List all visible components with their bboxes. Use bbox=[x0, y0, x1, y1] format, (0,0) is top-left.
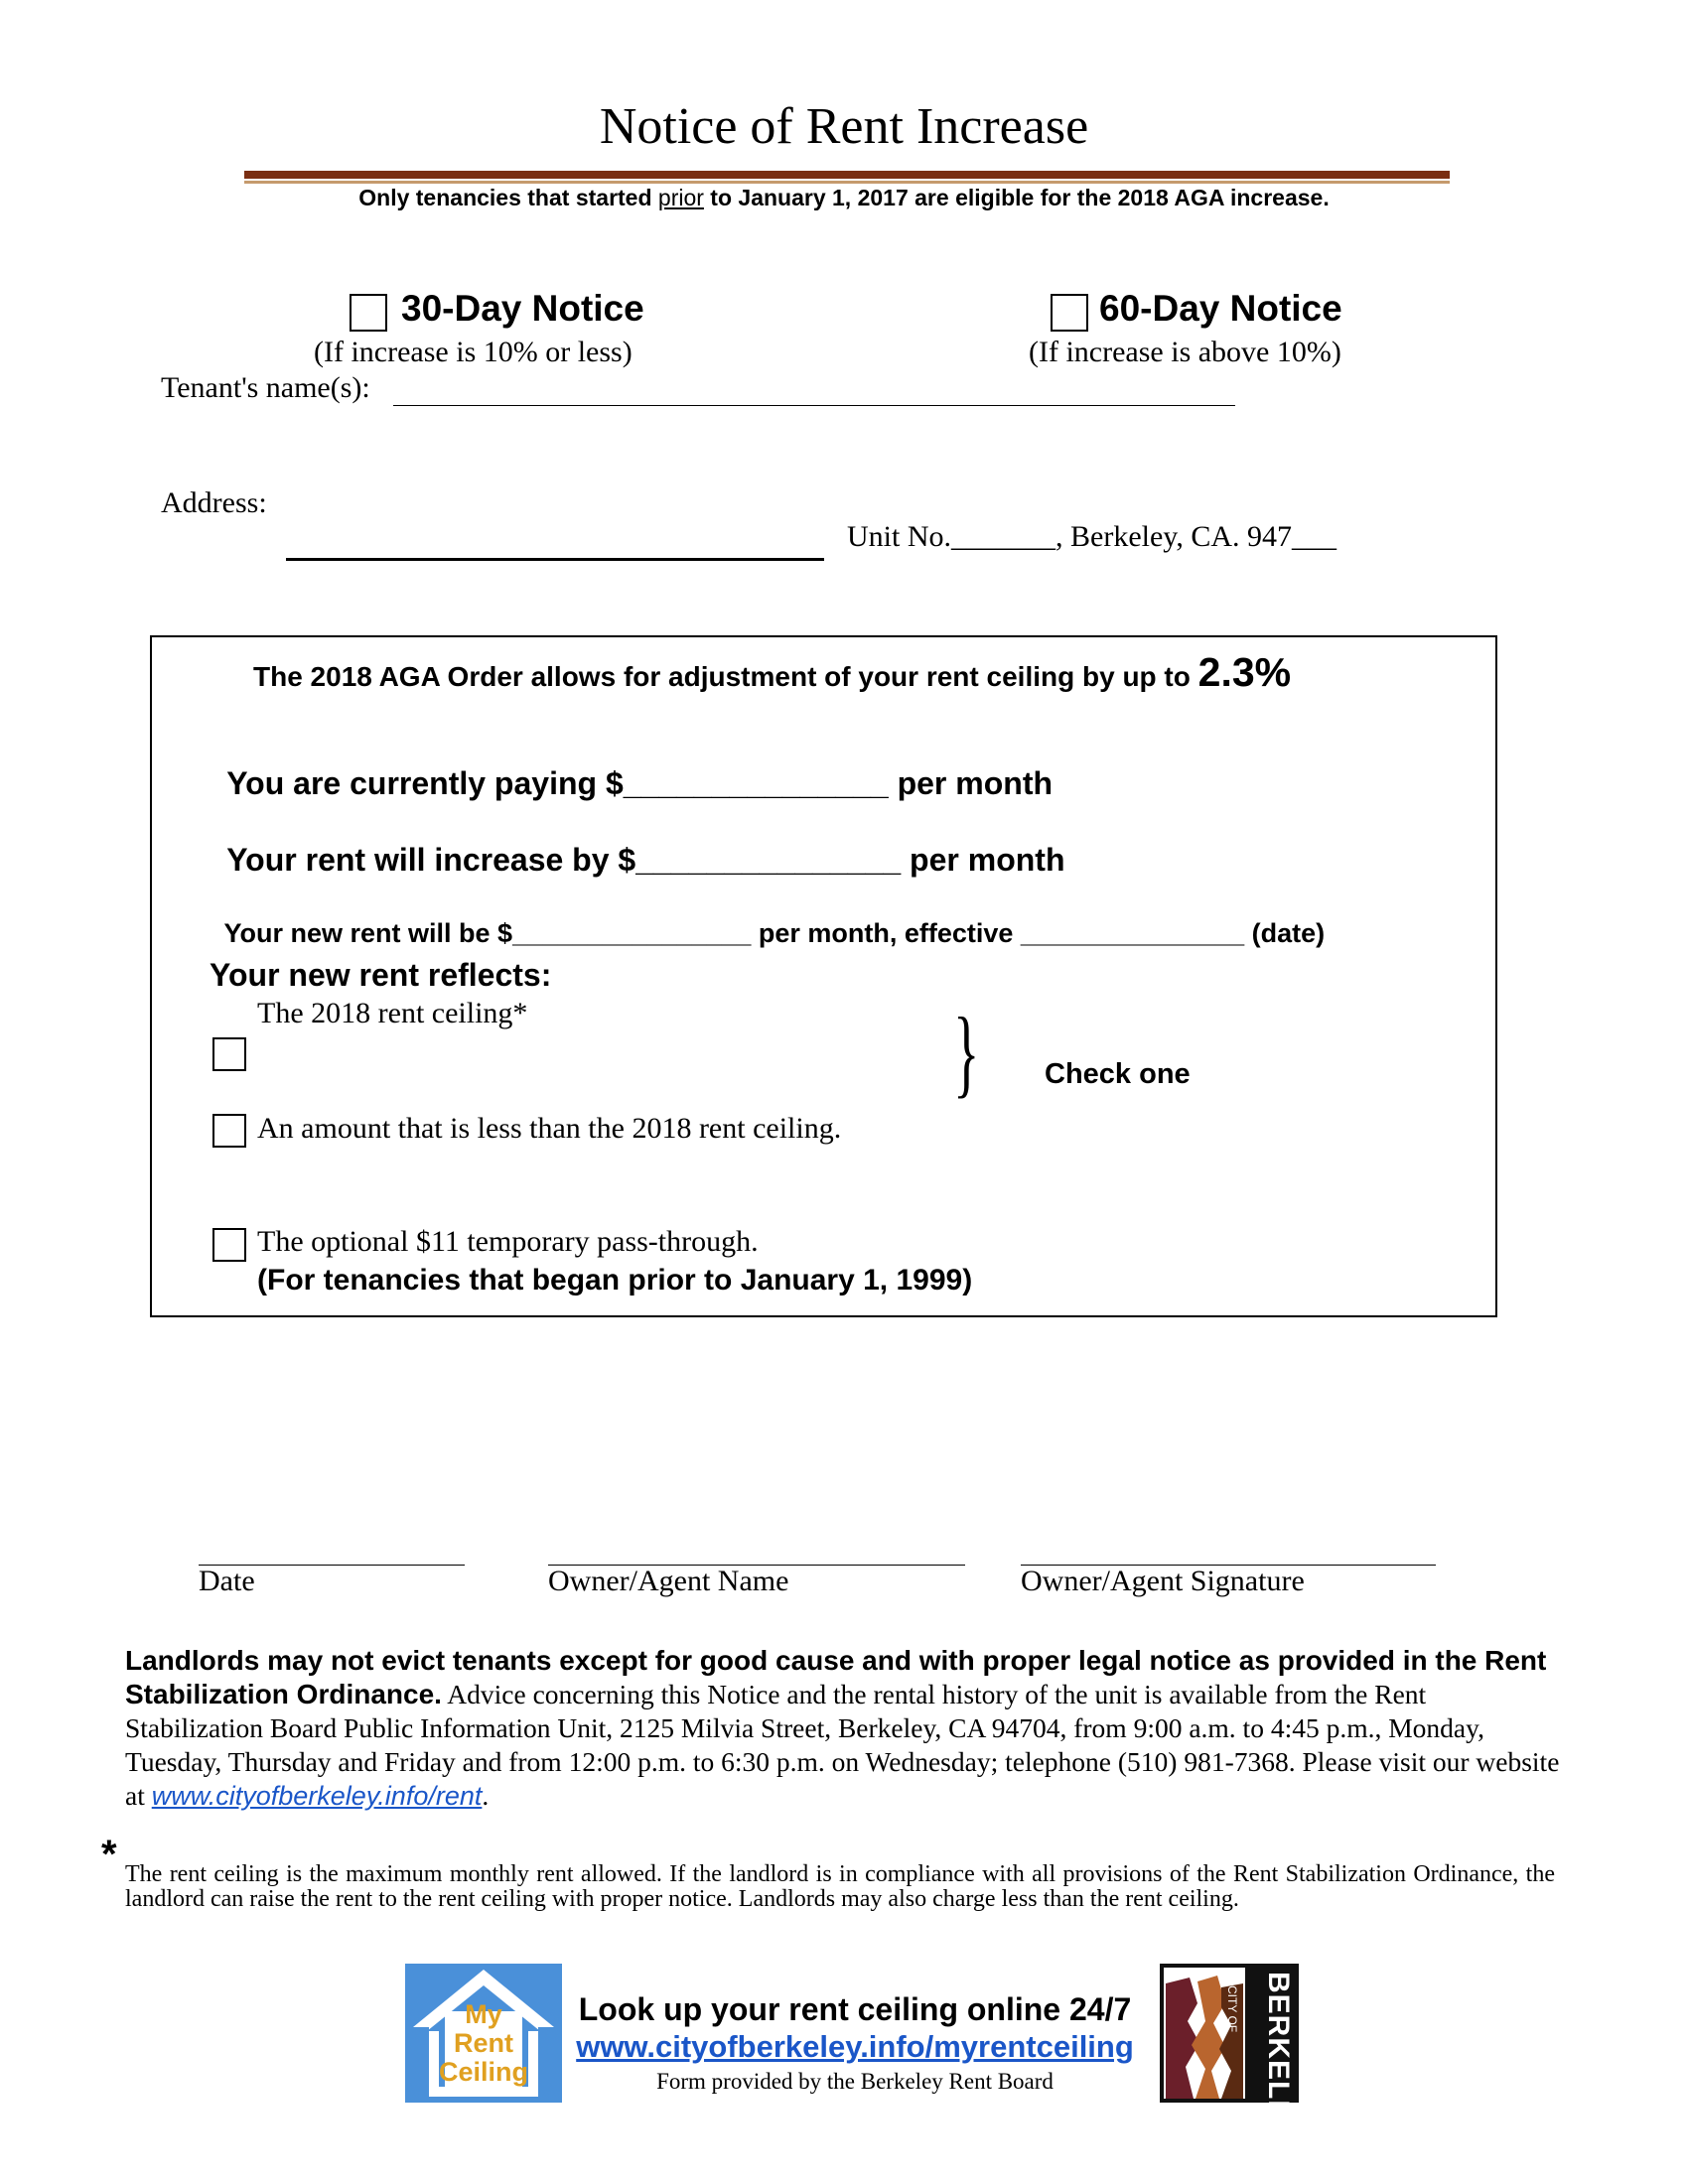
increase-field[interactable]: _______________ bbox=[635, 842, 902, 878]
owner-name-label: Owner/Agent Name bbox=[548, 1565, 789, 1597]
address-field[interactable] bbox=[286, 516, 824, 561]
option-less-than-ceiling-label: An amount that is less than the 2018 rent ceiling. bbox=[257, 1112, 842, 1145]
increase-line: Your rent will increase by $_______________ per month bbox=[226, 842, 1065, 878]
current-rent-field[interactable]: _______________ bbox=[623, 765, 889, 801]
provided-by-text: Form provided by the Berkeley Rent Board bbox=[656, 2069, 1054, 2094]
tenant-name-field[interactable] bbox=[393, 371, 1235, 406]
city-of-berkeley-logo bbox=[1160, 1964, 1299, 2142]
owner-signature-field[interactable] bbox=[1021, 1537, 1436, 1566]
aga-percent: 2.3% bbox=[1197, 649, 1292, 695]
legal-bold: Landlords may not evict tenants except for good cause and with proper legal notice as provided in the Rent Stabilization Ordinance. bbox=[125, 1645, 1547, 1709]
checkbox-30-day[interactable] bbox=[350, 294, 387, 332]
notice-30-sub: (If increase is 10% or less) bbox=[314, 336, 633, 368]
city-of-text: CITY OF bbox=[1225, 1985, 1239, 2033]
myrentceiling-link[interactable]: www.cityofberkeley.info/myrentceiling bbox=[576, 2029, 1134, 2064]
my-rent-ceiling-logo bbox=[405, 1964, 562, 2103]
new-rent-field[interactable]: ________________ bbox=[512, 918, 752, 948]
tenant-name-label: Tenant's name(s): bbox=[161, 371, 370, 404]
notice-30-label: 30-Day Notice bbox=[401, 288, 644, 329]
date-label: Date bbox=[199, 1565, 255, 1597]
title-rule-thin bbox=[244, 181, 1450, 184]
owner-name-field[interactable] bbox=[548, 1537, 965, 1566]
reflects-heading: Your new rent reflects: bbox=[210, 957, 552, 993]
option-pass-through-label: The optional $11 temporary pass-through. bbox=[257, 1225, 759, 1258]
current-rent-line: You are currently paying $_______________ per month bbox=[226, 765, 1054, 801]
title-rule bbox=[244, 171, 1450, 179]
option-rent-ceiling-label: The 2018 rent ceiling* bbox=[257, 997, 528, 1029]
checkbox-60-day[interactable] bbox=[1051, 294, 1088, 332]
notice-60-label: 60-Day Notice bbox=[1099, 288, 1342, 329]
eligibility-emphasis: prior bbox=[657, 185, 704, 210]
eligibility-note: Only tenancies that started prior to January 1, 2017 are eligible for the 2018 AGA increase. bbox=[358, 185, 1330, 210]
aga-header: The 2018 AGA Order allows for adjustment of your rent ceiling by up to 2.3% bbox=[253, 649, 1292, 695]
pass-through-note: (For tenancies that began prior to January 1, 1999) bbox=[257, 1264, 973, 1297]
owner-signature-label: Owner/Agent Signature bbox=[1021, 1565, 1305, 1597]
lookup-text: Look up your rent ceiling online 24/7 bbox=[578, 1991, 1132, 2027]
checkbox-less-than-ceiling[interactable] bbox=[212, 1114, 246, 1148]
checkbox-pass-through[interactable] bbox=[212, 1228, 246, 1262]
new-rent-line: Your new rent will be $________________ per month, effective _______________ (date) bbox=[223, 918, 1326, 948]
brace: } bbox=[953, 997, 980, 1107]
zip-field[interactable]: ___ bbox=[1292, 520, 1337, 553]
logo-text-ceiling: Ceiling bbox=[438, 2057, 528, 2087]
page-title: Notice of Rent Increase bbox=[599, 98, 1089, 155]
unit-line: Unit No._______, Berkeley, CA. 947___ bbox=[847, 520, 1337, 553]
address-label: Address: bbox=[161, 486, 267, 519]
footnote-star: * bbox=[101, 1833, 117, 1876]
unit-number-field[interactable]: _______ bbox=[951, 520, 1055, 553]
footnote-text: The rent ceiling is the maximum monthly rent allowed. If the landlord is in compliance with all provisions of the Rent Stabilization Ordinance, the landlord can raise the rent to the rent ceiling with proper notice. Landlords may also charge less than the rent ceiling. bbox=[125, 1861, 1555, 1912]
date-signature-field[interactable] bbox=[199, 1537, 465, 1566]
notice-60-sub: (If increase is above 10%) bbox=[1029, 336, 1341, 368]
logo-text-rent: Rent bbox=[454, 2028, 513, 2058]
effective-date-field[interactable]: _______________ bbox=[1020, 918, 1245, 948]
legal-paragraph: Landlords may not evict tenants except for good cause and with proper legal notice as provided in the Rent Stabilization Ordinance. Advice concerning this Notice and the rental history of the unit is available from the Rent Stabilization Board Public Information Unit, 2125 Milvia Street, Berkeley, CA 94704, from 9:00 a.m. to 4:45 p.m., Monday, Tuesday, Thursday and Friday and from 12:00 p.m. to 6:30 p.m. on Wednesday; telephone (510) 981-7368. Please visit our website at www.cityofberkeley.info/rent. bbox=[125, 1645, 1560, 1811]
check-one-label: Check one bbox=[1045, 1058, 1191, 1090]
rent-website-link[interactable]: www.cityofberkeley.info/rent bbox=[151, 1781, 483, 1811]
checkbox-rent-ceiling[interactable] bbox=[212, 1037, 246, 1071]
logo-text-my: My bbox=[465, 1999, 502, 2029]
berkeley-text: BERKELEY bbox=[1262, 1972, 1295, 2142]
